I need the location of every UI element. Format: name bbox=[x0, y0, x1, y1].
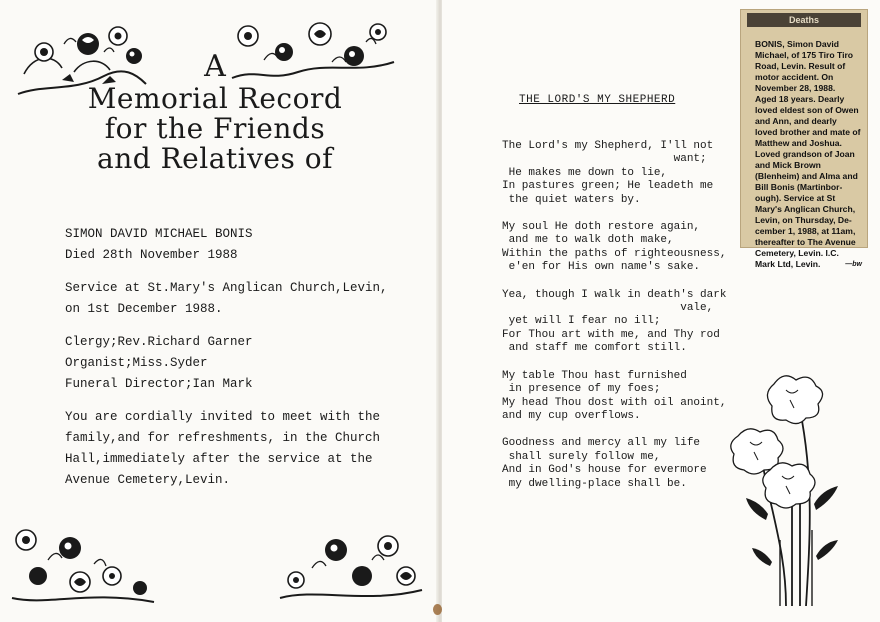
psalm-line: In pastures green; He leadeth me bbox=[502, 180, 714, 193]
clipping-heading: Deaths bbox=[747, 13, 861, 27]
psalm-line: vale, bbox=[502, 302, 714, 315]
clipping-line: and Ann, and dearly bbox=[755, 116, 837, 126]
clipping-line: Aged 18 years. Dearly bbox=[755, 94, 845, 104]
title-line-1: A bbox=[204, 49, 226, 84]
clipping-line: Levin, on Thursday, De- bbox=[755, 215, 852, 225]
deceased-block bbox=[65, 224, 405, 266]
clipping-body bbox=[755, 39, 862, 270]
psalm-line: He makes me down to lie, bbox=[502, 166, 668, 179]
psalm-stanza bbox=[502, 140, 762, 207]
psalm-line: My head Thou dost with oil anoint, bbox=[502, 396, 727, 409]
psalm-line: And in God's house for evermore bbox=[502, 464, 707, 477]
invitation-block bbox=[65, 407, 405, 491]
service-block bbox=[65, 278, 405, 320]
lily-illustration bbox=[730, 370, 850, 610]
psalm-title: THE LORD'S MY SHEPHERD bbox=[519, 94, 676, 106]
title-line-3: for the Friends bbox=[104, 112, 326, 145]
clipping-line: November 28, 1988. bbox=[755, 83, 836, 93]
psalm-line: My table Thou hast furnished bbox=[502, 369, 687, 382]
psalm-line: My soul He doth restore again, bbox=[502, 221, 701, 234]
clipping-line: cember 1, 1988, at 11am, bbox=[755, 226, 856, 236]
clipping-line: Road, Levin. Result of bbox=[755, 61, 846, 71]
clipping-line: Mark Ltd, Levin. bbox=[755, 259, 821, 269]
clipping-line: and Mick Brown bbox=[755, 160, 821, 170]
clipping-line: Bill Bonis (Martinbor- bbox=[755, 182, 843, 192]
psalm-line: want; bbox=[502, 153, 707, 166]
psalm-line: in presence of my foes; bbox=[502, 383, 661, 396]
psalm-stanza bbox=[502, 221, 762, 275]
psalm-stanza bbox=[502, 289, 762, 356]
clipping-line: motor accident. On bbox=[755, 72, 834, 82]
deceased-name: SIMON DAVID MICHAEL BONIS bbox=[65, 227, 253, 241]
floral-ornament-bottom-left bbox=[8, 520, 158, 610]
psalm-line: Within the paths of righteousness, bbox=[502, 247, 727, 260]
psalm-line: Goodness and mercy all my life bbox=[502, 437, 701, 450]
invitation-line-1: You are cordially invited to meet with the bbox=[65, 410, 381, 424]
paper-stain bbox=[433, 604, 442, 615]
clergy: Clergy;Rev.Richard Garner bbox=[65, 335, 253, 349]
clipping-line: Loved grandson of Joan bbox=[755, 149, 855, 159]
officiants-block bbox=[65, 332, 405, 395]
invitation-line-4: Avenue Cemetery,Levin. bbox=[65, 473, 231, 487]
psalm-line: yet will I fear no ill; bbox=[502, 315, 661, 328]
organist: Organist;Miss.Syder bbox=[65, 356, 208, 370]
clipping-line: thereafter to The Avenue bbox=[755, 237, 856, 247]
floral-ornament-bottom-right bbox=[276, 528, 426, 608]
psalm-stanza bbox=[502, 370, 762, 424]
invitation-line-2: family,and for refreshments, in the Church bbox=[65, 431, 381, 445]
memorial-details bbox=[65, 224, 405, 503]
memorial-title bbox=[60, 49, 370, 175]
clipping-signature: —bw bbox=[845, 261, 862, 268]
invitation-line-3: Hall,immediately after the service at the bbox=[65, 452, 373, 466]
service-line-2: on 1st December 1988. bbox=[65, 302, 223, 316]
psalm-line: the quiet waters by. bbox=[502, 193, 641, 206]
funeral-director: Funeral Director;Ian Mark bbox=[65, 377, 253, 391]
clipping-line: loved brother and mate of bbox=[755, 127, 861, 137]
clipping-line: Mary's Anglican Church, bbox=[755, 204, 856, 214]
psalm-line: e'en for His own name's sake. bbox=[502, 261, 701, 274]
date-of-death: Died 28th November 1988 bbox=[65, 248, 238, 262]
psalm-line: For Thou art with me, and Thy rod bbox=[502, 328, 720, 341]
clipping-line: Michael, of 175 Tiro Tiro bbox=[755, 50, 854, 60]
psalm-line: The Lord's my Shepherd, I'll not bbox=[502, 140, 714, 152]
title-line-4: and Relatives of bbox=[97, 142, 333, 175]
psalm-line: and staff me comfort still. bbox=[502, 342, 687, 355]
psalm-line: Yea, though I walk in death's dark bbox=[502, 288, 727, 301]
psalm-line: and me to walk doth make, bbox=[502, 234, 674, 247]
clipping-line: Cemetery, Levin. I.C. bbox=[755, 248, 839, 258]
clipping-line: (Blenheim) and Alma and bbox=[755, 171, 858, 181]
newspaper-clipping bbox=[740, 9, 868, 269]
psalm-line: shall surely follow me, bbox=[502, 450, 661, 463]
clipping-line: BONIS, Simon David bbox=[755, 39, 840, 49]
psalm-text bbox=[502, 140, 762, 505]
clipping-line: loved eldest son of Owen bbox=[755, 105, 859, 115]
left-page bbox=[0, 0, 438, 622]
psalm-stanza bbox=[502, 437, 762, 491]
clipping-line: ough). Service at St bbox=[755, 193, 836, 203]
psalm-line: my dwelling-place shall be. bbox=[502, 477, 687, 490]
service-line-1: Service at St.Mary's Anglican Church,Levin, bbox=[65, 281, 388, 295]
psalm-line: and my cup overflows. bbox=[502, 409, 641, 422]
title-line-2: Memorial Record bbox=[87, 82, 343, 115]
clipping-line: Matthew and Joshua. bbox=[755, 138, 842, 148]
